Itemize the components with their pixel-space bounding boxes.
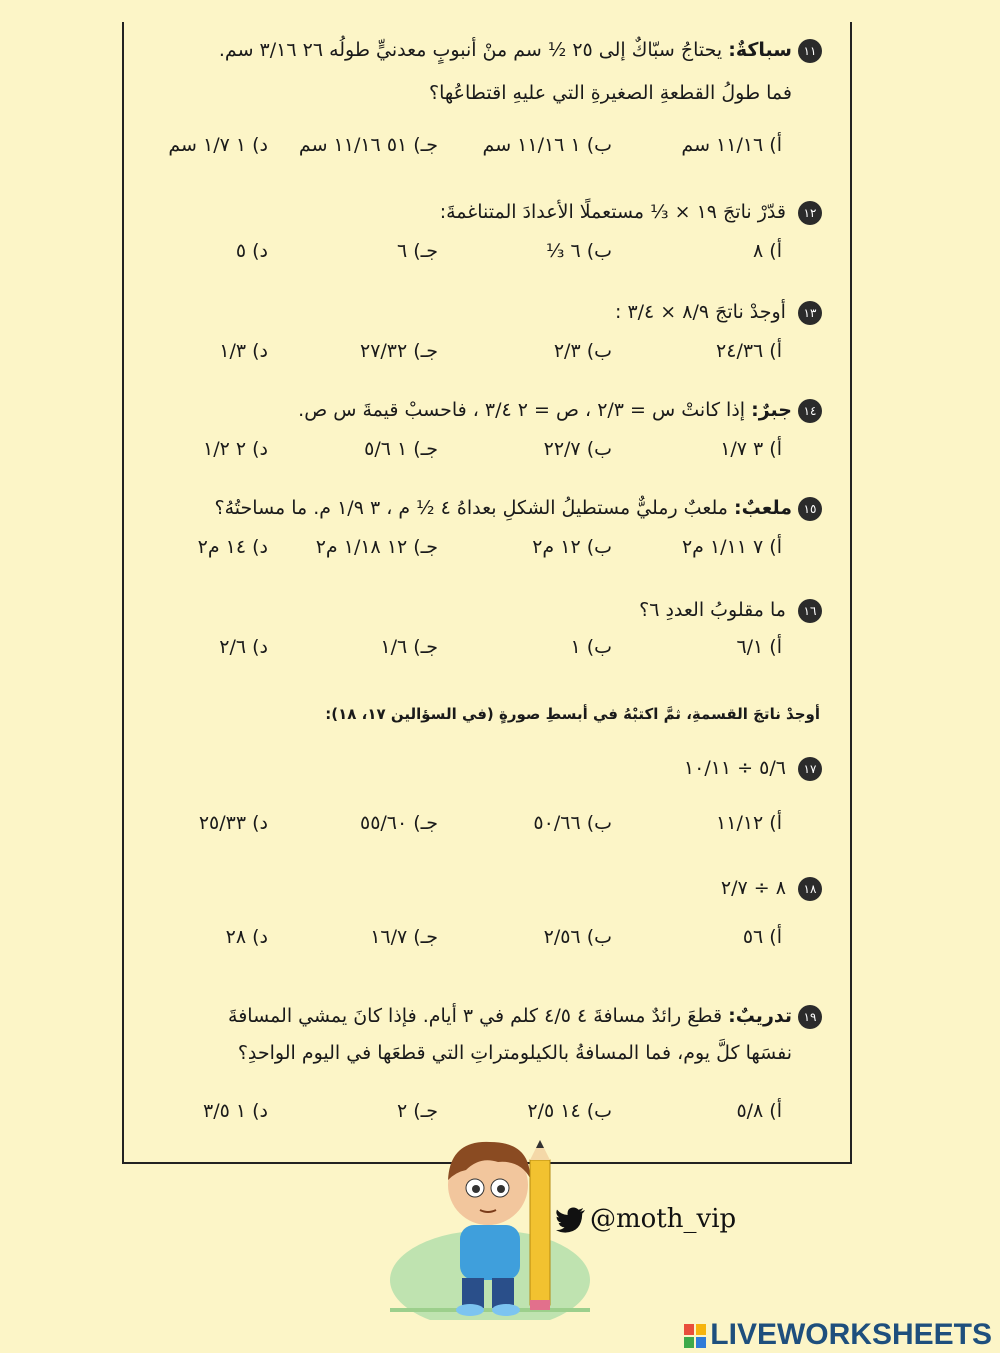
option-d[interactable]: د) ١٤ م٢ <box>197 536 268 558</box>
option-d[interactable]: د) ١ ١/٧ سم <box>168 134 268 156</box>
option-c[interactable]: جـ) ١ ٥/٦ <box>364 438 438 460</box>
option-b[interactable]: ب) ١٤ ٢/٥ <box>527 1100 612 1122</box>
footer-brand-text: LIVEWORKSHEETS <box>710 1318 992 1351</box>
question-text: ٨ ÷ ٢/٧ <box>720 877 786 899</box>
question-19 <box>228 1002 822 1030</box>
question-number-badge: ١٥ <box>798 497 822 521</box>
question-keyword: جبرٌ: <box>751 399 792 421</box>
option-c[interactable]: جـ) ١٢ ١/١٨ م٢ <box>315 536 438 558</box>
option-a[interactable]: أ) ٢٤/٣٦ <box>716 340 782 362</box>
question-16 <box>639 596 822 624</box>
question-text: ملعبٌ رمليٌّ مستطيلُ الشكلِ بعداهُ ٤ ½ م ، ٣ ١/٩ م. ما مساحتُهُ؟ <box>214 497 728 519</box>
option-c[interactable]: جـ) ٦ <box>397 240 438 262</box>
question-keyword: تدريبٌ: <box>728 1005 792 1027</box>
question-12 <box>440 198 822 226</box>
option-c[interactable]: جـ) ٥٥/٦٠ <box>360 812 438 834</box>
question-19-line2: نفسَها كلَّ يوم، فما المسافةُ بالكيلومتراتِ التي قطعَها في اليوم الواحدِ؟ <box>237 1042 792 1064</box>
option-a[interactable]: أ) ١١/١٦ سم <box>681 134 782 156</box>
option-b[interactable]: ب) ٢/٥٦ <box>543 926 612 948</box>
option-a[interactable]: أ) ٣ ١/٧ <box>720 438 782 460</box>
option-b[interactable]: ب) ٢٢/٧ <box>543 438 612 460</box>
option-d[interactable]: د) ٢ ١/٢ <box>203 438 268 460</box>
liveworksheets-logo-icon <box>684 1324 706 1348</box>
option-c[interactable]: جـ) ٥١ ١١/١٦ سم <box>298 134 438 156</box>
option-a[interactable]: أ) ٧ ١/١١ م٢ <box>681 536 782 558</box>
question-15 <box>215 494 822 522</box>
question-keyword: سباكةٌ: <box>728 39 792 61</box>
question-18 <box>721 874 822 902</box>
footer-brand[interactable] <box>684 1318 992 1352</box>
question-number-badge: ١٧ <box>798 757 822 781</box>
option-d[interactable]: د) ٢٥/٣٣ <box>198 812 268 834</box>
option-d[interactable]: د) ٢٨ <box>225 926 268 948</box>
question-keyword: ملعبٌ: <box>734 497 792 519</box>
option-a[interactable]: أ) ٦/١ <box>736 636 782 658</box>
twitter-handle-text: @moth_vip <box>590 1204 737 1234</box>
question-11-line2: فما طولُ القطعةِ الصغيرةِ التي عليهِ اقتطاعُها؟ <box>429 82 792 104</box>
option-d[interactable]: د) ١ ٣/٥ <box>203 1100 268 1122</box>
option-b[interactable]: ب) ٢/٣ <box>553 340 612 362</box>
question-14 <box>298 396 822 424</box>
question-text: يحتاجُ سبّاكٌ إلى ٢٥ ½ سم منْ أنبوبٍ معدنيٍّ طولُه ٢٦ ٣/١٦ سم. <box>218 39 723 61</box>
question-text: أوجدْ ناتجَ ٨/٩ × ٣/٤ : <box>614 301 786 323</box>
option-a[interactable]: أ) ٥٦ <box>742 926 782 948</box>
question-number-badge: ١٤ <box>798 399 822 423</box>
worksheet-frame <box>122 22 852 1164</box>
option-a[interactable]: أ) ٥/٨ <box>736 1100 782 1122</box>
option-b[interactable]: ب) ١ <box>570 636 612 658</box>
question-number-badge: ١٩ <box>798 1005 822 1029</box>
question-number-badge: ١٨ <box>798 877 822 901</box>
twitter-bird-icon <box>556 1207 586 1233</box>
option-c[interactable]: جـ) ٢ <box>397 1100 438 1122</box>
question-number-badge: ١٦ <box>798 599 822 623</box>
question-text: ما مقلوبُ العددِ ٦؟ <box>639 599 786 621</box>
question-11 <box>219 36 822 64</box>
option-a[interactable]: أ) ٨ <box>753 240 782 262</box>
option-a[interactable]: أ) ١١/١٢ <box>716 812 782 834</box>
question-number-badge: ١٢ <box>798 201 822 225</box>
option-b[interactable]: ب) ٦ ⅓ <box>545 240 612 262</box>
question-text: قدّرْ ناتجَ ١٩ × ⅓ مستعملًا الأعدادَ المتناغمةَ: <box>439 201 786 223</box>
option-c[interactable]: جـ) ٢٧/٣٢ <box>360 340 438 362</box>
question-13 <box>615 298 822 326</box>
question-17 <box>684 754 822 782</box>
option-d[interactable]: د) ١/٣ <box>219 340 268 362</box>
question-number-badge: ١٣ <box>798 301 822 325</box>
option-b[interactable]: ب) ١ ١١/١٦ سم <box>482 134 612 156</box>
twitter-handle <box>556 1204 736 1234</box>
option-b[interactable]: ب) ١٢ م٢ <box>532 536 612 558</box>
question-text: إذا كانتْ س = ٢/٣ ، ص = ٢ ٣/٤ ، فاحسبْ قيمةَ س ص. <box>298 399 746 421</box>
option-b[interactable]: ب) ٥٠/٦٦ <box>533 812 612 834</box>
option-d[interactable]: د) ٥ <box>235 240 268 262</box>
option-c[interactable]: جـ) ١٦/٧ <box>370 926 438 948</box>
option-d[interactable]: د) ٢/٦ <box>219 636 268 658</box>
question-text: ٥/٦ ÷ ١٠/١١ <box>683 757 786 779</box>
section-instruction: أوجدْ ناتجَ القسمةِ، ثمَّ اكتبْهُ في أبسطِ صورةٍ (في السؤالين ١٧، ١٨): <box>325 705 820 723</box>
question-text: قطعَ رائدٌ مسافةَ ٤ ٤/٥ كلم في ٣ أيام. فإذا كانَ يمشي المسافةَ <box>228 1005 723 1027</box>
question-number-badge: ١١ <box>798 39 822 63</box>
option-c[interactable]: جـ) ١/٦ <box>380 636 438 658</box>
